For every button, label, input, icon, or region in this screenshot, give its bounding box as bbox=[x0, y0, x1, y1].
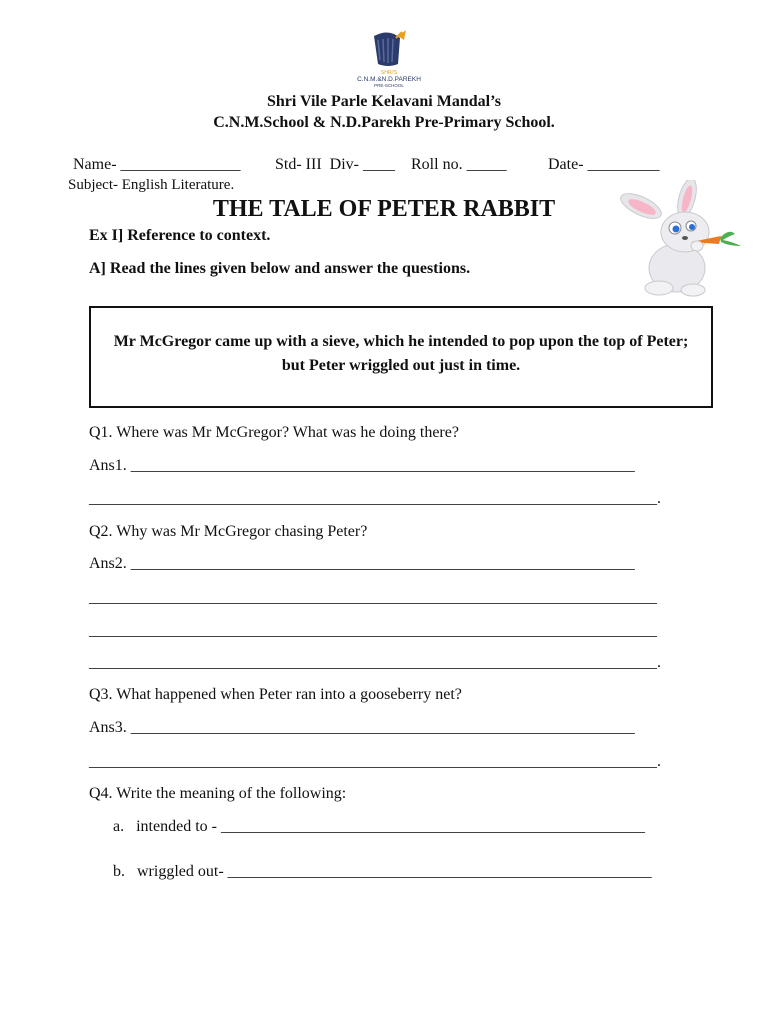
answer-3-line-2: _______________________________________________________________________. bbox=[89, 753, 661, 770]
question-2: Q2. Why was Mr McGregor chasing Peter? bbox=[89, 523, 368, 540]
logo-line1: SHRI'S bbox=[380, 70, 398, 76]
answer-2-line-4: _______________________________________________________________________. bbox=[89, 654, 661, 671]
question-4a: a. intended to - _____________________________________________________ bbox=[113, 818, 645, 835]
date-field: Date- _________ bbox=[548, 156, 660, 173]
passage-text: Mr McGregor came up with a sieve, which he intended to pop upon the top of Peter; but Peter wriggled out just in time. bbox=[113, 333, 689, 374]
answer-1-line-2: _______________________________________________________________________. bbox=[89, 490, 661, 507]
answer-3-line-1: Ans3. _______________________________________________________________ bbox=[89, 719, 635, 736]
answer-2-line-3: _______________________________________________________________________ bbox=[89, 622, 657, 639]
name-field: Name- _______________ bbox=[73, 156, 241, 173]
answer-2-line-1: Ans2. _______________________________________________________________ bbox=[89, 555, 635, 572]
question-4: Q4. Write the meaning of the following: bbox=[89, 785, 347, 802]
question-4b: b. wriggled out- _____________________________________________________ bbox=[113, 863, 652, 880]
answer-1-line-1: Ans1. _______________________________________________________________ bbox=[89, 457, 635, 474]
question-1: Q1. Where was Mr McGregor? What was he doing there? bbox=[89, 424, 459, 441]
exercise-heading: Ex I] Reference to context. bbox=[89, 227, 271, 244]
question-3: Q3. What happened when Peter ran into a gooseberry net? bbox=[89, 686, 462, 703]
org-name: Shri Vile Parle Kelavani Mandal’s bbox=[266, 93, 502, 110]
exercise-instruction: A] Read the lines given below and answer the questions. bbox=[89, 260, 471, 277]
std-div-field: Std- III Div- ____ bbox=[275, 156, 395, 173]
passage-box bbox=[89, 306, 713, 408]
logo-line3: PRE-SCHOOL bbox=[374, 83, 404, 88]
school-logo-icon bbox=[348, 30, 430, 70]
school-name: C.N.M.School & N.D.Parekh Pre-Primary School. bbox=[213, 114, 555, 131]
school-logo bbox=[348, 30, 430, 88]
subject-field: Subject- English Literature. bbox=[68, 177, 235, 193]
page-title: THE TALE OF PETER RABBIT bbox=[212, 196, 556, 222]
answer-2-line-2: _______________________________________________________________________ bbox=[89, 589, 657, 606]
logo-line2: C.N.M.&N.D.PAREKH bbox=[357, 76, 421, 83]
rabbit-illustration bbox=[617, 180, 747, 300]
rabbit-with-carrot-icon bbox=[617, 180, 747, 300]
roll-no-field: Roll no. _____ bbox=[411, 156, 507, 173]
